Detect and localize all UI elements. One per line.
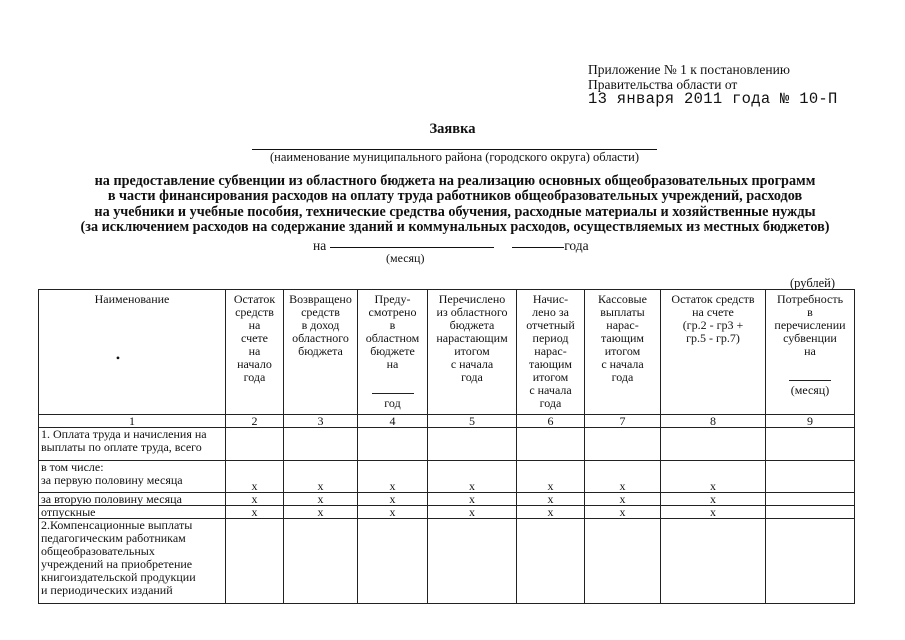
header-col-8 <box>661 290 766 415</box>
subtitle-line: (за исключением расходов на содержание зданий и коммунальных расходов, осуществляемых из местных бюджетов) <box>80 218 830 235</box>
table-row <box>39 519 855 604</box>
input-cell[interactable] <box>284 519 358 604</box>
na-cell: x <box>517 506 585 519</box>
month-field[interactable] <box>330 237 494 248</box>
input-cell[interactable] <box>661 519 766 604</box>
header-text-line: областном <box>365 331 420 345</box>
input-cell[interactable] <box>428 519 517 604</box>
header-text-line: смотрено <box>368 305 417 319</box>
na-cell: x <box>358 506 428 519</box>
column-number: 9 <box>766 415 855 428</box>
input-cell[interactable] <box>517 428 585 461</box>
header-col-6 <box>517 290 585 415</box>
header-text-line: нарастающим <box>436 331 508 345</box>
row-name-line: учреждений на приобретение <box>41 557 193 571</box>
header-text-line: гр.5 - гр.7) <box>686 331 740 345</box>
row-name-line: за вторую половину месяца <box>41 492 182 506</box>
header-text-line: тающим <box>529 357 572 371</box>
row-name-line: общеобразовательных <box>41 544 155 558</box>
header-text-line: начало <box>237 357 272 371</box>
header-under-label: (месяц) <box>790 383 830 397</box>
na-cell: x <box>226 506 284 519</box>
header-text-line: на <box>386 357 399 371</box>
row-name-line: и периодических изданий <box>41 583 173 597</box>
input-cell[interactable] <box>428 428 517 461</box>
municipality-name-caption: (наименование муниципального района (городского округа) области) <box>270 150 639 164</box>
header-text-line: лено за <box>532 305 569 319</box>
header-col-7 <box>585 290 661 415</box>
row-name <box>39 461 226 493</box>
input-cell[interactable] <box>284 428 358 461</box>
document-title: Заявка <box>429 121 476 137</box>
header-text-line: года <box>539 396 562 410</box>
header-text-line: средств <box>301 305 340 319</box>
row-name-line: выплаты по оплате труда, всего <box>41 440 202 454</box>
input-cell[interactable] <box>766 506 855 519</box>
input-cell[interactable] <box>226 428 284 461</box>
header-text-line: Перечислено <box>438 292 506 306</box>
table-row <box>39 506 855 519</box>
header-text-line: Остаток <box>233 292 276 306</box>
header-col-2 <box>226 290 284 415</box>
header-text-line: областного <box>292 331 349 345</box>
document-subtitle <box>40 174 870 235</box>
header-text-line: Преду- <box>374 292 411 306</box>
period-suffix: года <box>564 238 589 253</box>
year-blank-field[interactable] <box>372 393 414 394</box>
header-text-line: в доход <box>301 318 340 332</box>
header-text-line: субвенции <box>783 331 837 345</box>
header-text-line: на счете <box>692 305 734 319</box>
header-text-line: года <box>461 370 483 384</box>
input-cell[interactable] <box>585 519 661 604</box>
row-name <box>39 493 226 506</box>
na-cell: x <box>661 461 766 493</box>
month-caption: (месяц) <box>386 251 425 265</box>
table-row <box>39 428 855 461</box>
na-cell: x <box>585 461 661 493</box>
month-blank-field[interactable] <box>789 380 831 381</box>
na-cell: x <box>428 493 517 506</box>
header-text-line: с начала <box>450 357 494 371</box>
na-cell: x <box>284 506 358 519</box>
row-name <box>39 428 226 461</box>
input-cell[interactable] <box>517 519 585 604</box>
header-text-line: из областного <box>436 305 508 319</box>
header-col-5 <box>428 290 517 415</box>
na-cell: x <box>428 506 517 519</box>
header-text-line: года <box>243 370 266 384</box>
header-text-line: счете <box>240 331 269 345</box>
header-under-label: год <box>384 396 401 410</box>
header-text-line: итогом <box>604 344 641 358</box>
header-text-line: средств <box>235 305 274 319</box>
row-name-line: 1. Оплата труда и начисления на <box>41 427 207 441</box>
header-text-line: бюджета <box>449 318 495 332</box>
header-text-line: Возвращено <box>289 292 352 306</box>
na-cell: x <box>517 461 585 493</box>
subtitle-line: в части финансирования расходов на оплату труда работников общеобразовательных учреждений, расходов <box>107 188 803 205</box>
year-field[interactable] <box>512 237 564 248</box>
header-text-line: нарас- <box>534 344 567 358</box>
header-text-line: Начис- <box>532 292 569 306</box>
subtitle-line: на предоставление субвенции из областного бюджета на реализацию основных общеобразовательных программ <box>94 173 816 189</box>
column-number: 2 <box>226 415 284 428</box>
header-text-line: года <box>611 370 634 384</box>
na-cell: x <box>358 461 428 493</box>
na-cell: x <box>284 461 358 493</box>
na-cell: x <box>226 493 284 506</box>
appendix-line-1: Приложение № 1 к постановлению <box>588 62 790 77</box>
row-name-line: книгоиздательской продукции <box>41 570 196 584</box>
na-cell: x <box>661 493 766 506</box>
currency-note: (рублей) <box>790 276 836 290</box>
na-cell: x <box>585 506 661 519</box>
period-line <box>313 237 589 254</box>
na-cell: x <box>284 493 358 506</box>
header-row <box>39 290 855 415</box>
na-cell: x <box>661 506 766 519</box>
na-cell: x <box>358 493 428 506</box>
bullet-mark: • <box>115 351 121 365</box>
input-cell[interactable] <box>585 428 661 461</box>
row-name <box>39 506 226 519</box>
column-number: 3 <box>284 415 358 428</box>
column-number: 7 <box>585 415 661 428</box>
header-text-line: на <box>248 344 261 358</box>
header-text-line: бюджете <box>370 344 415 358</box>
period-prefix: на <box>313 238 327 253</box>
table-row <box>39 493 855 506</box>
header-text-line: выплаты <box>600 305 645 319</box>
header-text-line: на <box>804 344 816 358</box>
header-text-line: (гр.2 - гр3 + <box>682 318 744 332</box>
header-text-line: в <box>807 305 813 319</box>
header-col-3 <box>284 290 358 415</box>
row-name-line: педагогическим работникам <box>41 531 186 545</box>
header-col-4 <box>358 290 428 415</box>
subvention-table <box>38 289 855 604</box>
header-name: Наименование • <box>39 290 226 415</box>
header-text-line: итогом <box>454 344 490 358</box>
header-text-line: тающим <box>601 331 644 345</box>
header-text-line: период <box>532 331 569 345</box>
header-text-line: Потребность <box>776 292 844 306</box>
header-text-line: Остаток средств <box>671 292 755 306</box>
na-cell: x <box>585 493 661 506</box>
row-name <box>39 519 226 604</box>
header-text-line: отчетный <box>526 318 575 332</box>
header-text-line: с начала <box>601 357 644 371</box>
input-cell[interactable] <box>226 519 284 604</box>
na-cell: x <box>517 493 585 506</box>
input-cell[interactable] <box>766 428 855 461</box>
header-text-line: итогом <box>532 370 569 384</box>
column-number: 1 <box>39 415 226 428</box>
input-cell[interactable] <box>358 519 428 604</box>
appendix-line-3: 13 января 2011 года № 10-П <box>588 90 838 108</box>
column-number: 5 <box>428 415 517 428</box>
column-number: 6 <box>517 415 585 428</box>
input-cell[interactable] <box>766 493 855 506</box>
appendix-line-2: Правительства области от <box>588 77 738 92</box>
input-cell[interactable] <box>358 428 428 461</box>
na-cell: x <box>226 461 284 493</box>
column-number: 4 <box>358 415 428 428</box>
na-cell: x <box>428 461 517 493</box>
header-text-line: нарас- <box>606 318 639 332</box>
table-row <box>39 461 855 493</box>
header-text-line: на <box>248 318 261 332</box>
appendix-reference <box>588 62 838 107</box>
row-name-line: за первую половину месяца <box>41 473 183 487</box>
header-col-9 <box>766 290 855 415</box>
header-text-line: в <box>389 318 396 332</box>
input-cell[interactable] <box>661 428 766 461</box>
input-cell[interactable] <box>766 461 855 493</box>
header-text-line: с начала <box>529 383 572 397</box>
input-cell[interactable] <box>766 519 855 604</box>
column-number: 8 <box>661 415 766 428</box>
subtitle-line: на учебники и учебные пособия, технические средства обучения, расходные материалы и хозяйственные нужды <box>94 203 816 220</box>
row-name-line: в том числе: <box>41 460 104 474</box>
row-name-line: отпускные <box>41 505 96 519</box>
header-text-line: перечислении <box>774 318 846 332</box>
header-text-line: бюджета <box>298 344 343 358</box>
column-numbers-row <box>39 415 855 428</box>
header-text-line: Кассовые <box>598 292 647 306</box>
row-name-line: 2.Компенсационные выплаты <box>41 518 193 532</box>
